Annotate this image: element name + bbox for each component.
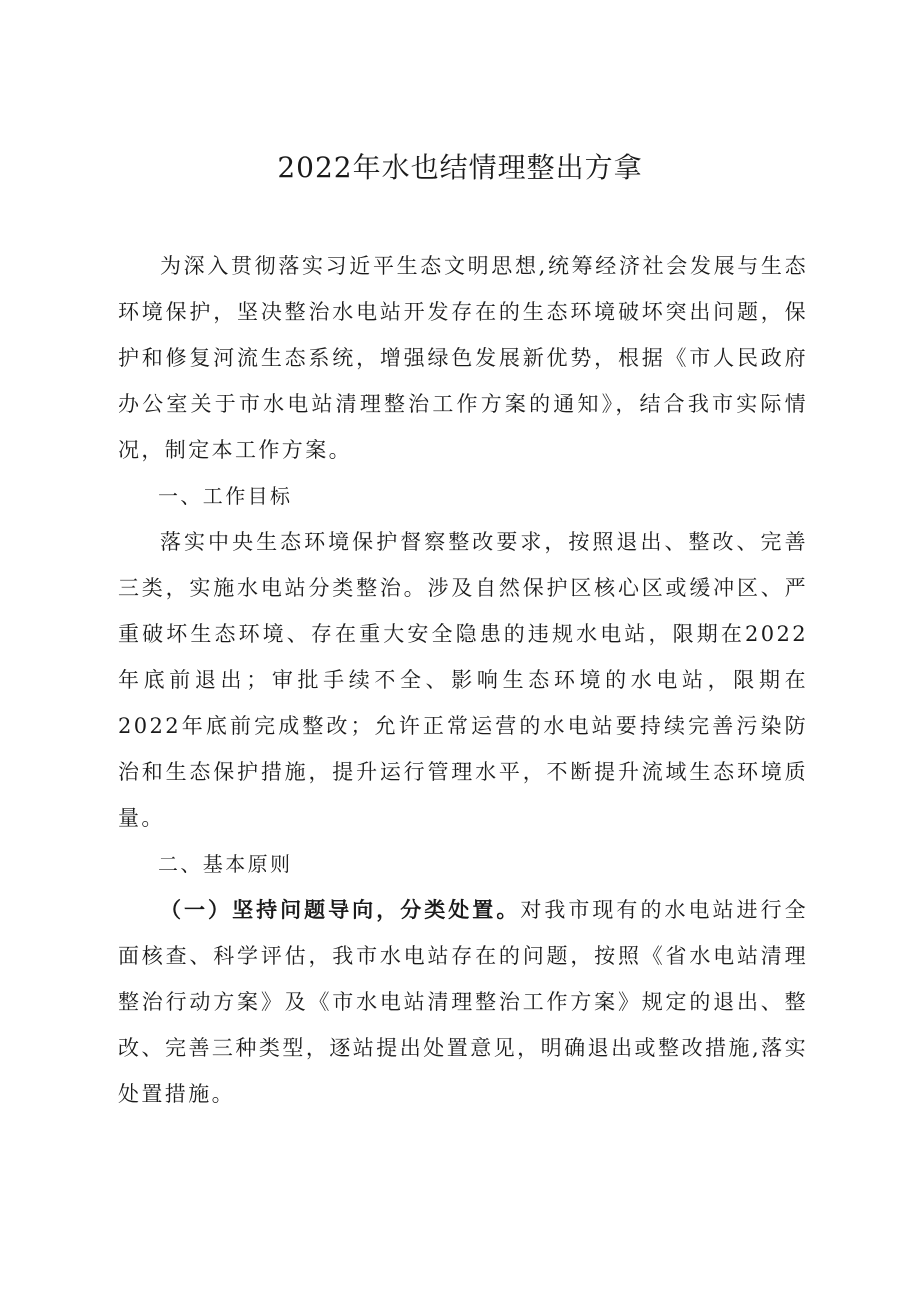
goals-paragraph: 落实中央生态环境保护督察整改要求，按照退出、整改、完善三类，实施水电站分类整治。涉及自然保护区核心区或缓冲区、严重破坏生态环境、存在重大安全隐患的违规水电站，限期在2022年底前退出；审批手续不全、影响生态环境的水电站，限期在2022年底前完成整改；允许正常运营的水电站要持续完善污染防治和生态保护措施，提升运行管理水平，不断提升流域生态环境质量。 [118,530,808,830]
document-body [118,243,808,1117]
intro-paragraph: 为深入贯彻落实习近平生态文明思想,统筹经济社会发展与生态环境保护，坚决整治水电站开发存在的生态环境破坏突出问题，保护和修复河流生态系统，增强绿色发展新优势，根据《市人民政府办公室关于市水电站清理整治工作方案的通知》，结合我市实际情况，制定本工作方案。 [118,254,808,462]
principle-item-1-text: 对我市现有的水电站进行全面核查、科学评估，我市水电站存在的问题，按照《省水电站清理整治行动方案》及《市水电站清理整治工作方案》规定的退出、整改、完善三种类型，逐站提出处置意见，明确退出或整改措施,落实处置措施。 [118,898,808,1106]
principle-item-1 [118,887,808,1117]
section-heading-goals: 一、工作目标 [158,484,293,508]
section-heading-principles: 二、基本原则 [158,852,293,876]
principle-item-1-lead: （一）坚持问题导向，分类处置。 [160,897,521,922]
document-title: 2022年水也结情理整出方拿 [277,151,643,184]
